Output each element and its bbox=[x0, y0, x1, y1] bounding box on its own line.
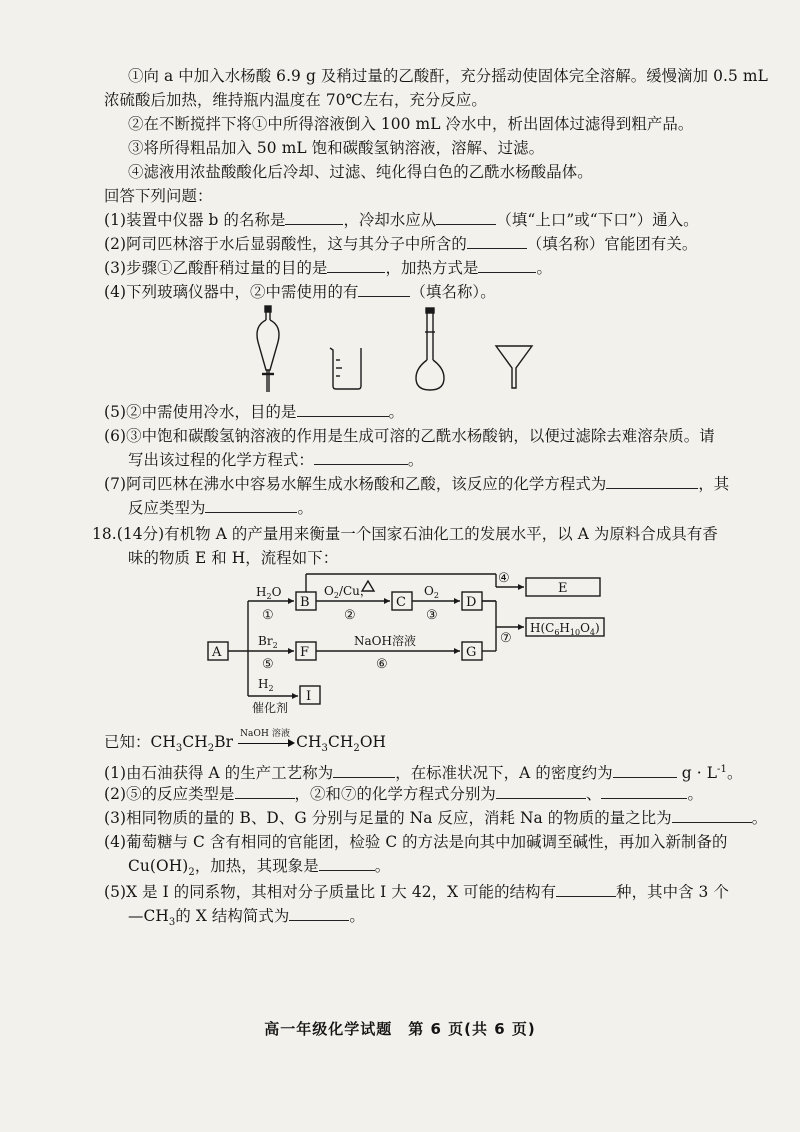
q18-s4-line2b: ，加热，其现象是 bbox=[194, 857, 319, 875]
q17-s7-line1a: (7)阿司匹林在沸水中容易水解生成水杨酸和乙酸，该反应的化学方程式为 bbox=[104, 475, 607, 493]
q18-head-line1: 18.(14分)有机物 A 的产量用来衡量一个国家石油化工的发展水平，以 A 为原料合成具有香 bbox=[92, 525, 718, 543]
label-A: A bbox=[212, 645, 222, 660]
q18-s5-line1a: (5)X 是 I 的同系物，其相对分子质量比 I 大 42，X 可能的结构有 bbox=[104, 883, 557, 901]
label-D: D bbox=[466, 595, 477, 610]
separatory-funnel-icon bbox=[257, 306, 279, 392]
synthesis-flowchart bbox=[196, 566, 616, 716]
reagent-o2: $O_2$ bbox=[424, 584, 439, 600]
answer-blank[interactable] bbox=[297, 402, 389, 417]
q18-s2b: ，②和⑦的化学方程式分别为 bbox=[294, 785, 496, 803]
answer-blank[interactable] bbox=[285, 210, 343, 225]
q18-s5-line2c: 。 bbox=[349, 907, 365, 925]
answer-blank[interactable] bbox=[613, 763, 677, 778]
reagent-br2: $Br_2$ bbox=[258, 634, 278, 650]
q18-s1b: ，在标准状况下，A 的密度约为 bbox=[395, 764, 613, 783]
step1-line2: 浓硫酸后加热，维持瓶内温度在 70℃左右，充分反应。 bbox=[104, 91, 487, 109]
q17-s7-line1b: ，其 bbox=[698, 475, 730, 493]
step1-line1: ①向 a 中加入水杨酸 6.9 g 及稍过量的乙酸酐，充分摇动使固体完全溶解。缓慢滴加 0.5 mL bbox=[128, 67, 768, 85]
q17-s1a: (1)装置中仪器 b 的名称是 bbox=[104, 211, 286, 229]
label-E: E bbox=[558, 581, 568, 596]
catalyst-label: 催化剂 bbox=[252, 701, 289, 715]
step3: ③将所得粗品加入 50 mL 饱和碳酸氢钠溶液，溶解、过滤。 bbox=[128, 139, 545, 157]
q17-s5a: (5)②中需使用冷水，目的是 bbox=[104, 403, 297, 421]
answer-blank[interactable] bbox=[358, 282, 410, 297]
step2: ②在不断搅拌下将①中所得溶液倒入 100 mL 冷水中，析出固体过滤得到粗产品。 bbox=[128, 115, 694, 133]
q18-sub2 bbox=[104, 784, 703, 804]
label-F: F bbox=[300, 645, 310, 660]
q17-sub7-line2 bbox=[128, 498, 313, 518]
q17-s4b: （填名称）。 bbox=[410, 283, 496, 301]
label-B: B bbox=[300, 595, 310, 610]
q17-s3b: ，加热方式是 bbox=[385, 259, 479, 277]
q18-sub3 bbox=[104, 808, 767, 828]
q18-s5-line2a: —CH bbox=[128, 907, 169, 925]
q17-s3a: (3)步骤①乙酸酐稍过量的目的是 bbox=[104, 259, 328, 277]
q18-s3a: (3)相同物质的量的 B、D、G 分别与足量的 Na 反应，消耗 Na 的物质的量之比为 bbox=[104, 809, 672, 827]
q17-s1c: （填“上口”或“下口”）通入。 bbox=[496, 211, 699, 229]
reagent-naoh: NaOH溶液 bbox=[354, 634, 416, 648]
step-1-num: ① bbox=[262, 608, 274, 623]
volumetric-flask-icon bbox=[416, 308, 444, 390]
q18-head-line2: 味的物质 E 和 H，流程如下： bbox=[128, 549, 339, 567]
arrow-reagent: NaOH 溶液 bbox=[240, 729, 291, 739]
q18-s1e: 。 bbox=[727, 764, 743, 783]
q17-s4a: (4)下列玻璃仪器中，②中需使用的有 bbox=[104, 283, 359, 301]
q18-s5-line1b: 种，其中含 3 个 bbox=[616, 883, 729, 901]
step-4-num: ④ bbox=[498, 571, 510, 586]
answer-blank[interactable] bbox=[327, 258, 385, 273]
label-I: I bbox=[306, 689, 312, 704]
answer-blank[interactable] bbox=[436, 210, 496, 225]
q18-s1d: -1 bbox=[717, 764, 727, 775]
label-C: C bbox=[396, 595, 406, 610]
q17-s7-line2b: 。 bbox=[297, 499, 313, 517]
q18-sub1 bbox=[104, 760, 743, 783]
step-5-num: ⑤ bbox=[262, 657, 274, 672]
step-3-num: ③ bbox=[426, 608, 438, 623]
q18-sub5-line1 bbox=[104, 882, 729, 902]
reagent-o2-cu: $O_2/Cu$， bbox=[324, 584, 372, 600]
step-2-num: ② bbox=[344, 608, 356, 623]
answer-blank[interactable] bbox=[205, 498, 297, 513]
q17-sub2 bbox=[104, 234, 697, 254]
q17-sub3 bbox=[104, 258, 552, 278]
answer-blank[interactable] bbox=[319, 856, 375, 871]
answer-blank[interactable] bbox=[606, 474, 698, 489]
answer-blank[interactable] bbox=[556, 882, 616, 897]
q18-s4-line2c: 。 bbox=[374, 857, 391, 875]
answer-blank[interactable] bbox=[672, 808, 752, 823]
answer-blank[interactable] bbox=[235, 784, 295, 799]
q17-s3c: 。 bbox=[536, 259, 552, 277]
q18-sub4-line2: $Cu(OH)_2$，加热，其现象是 。 bbox=[128, 857, 391, 879]
known-prefix: 已知：CH bbox=[104, 733, 176, 751]
q17-sub7-line1 bbox=[104, 474, 729, 494]
answer-blank[interactable] bbox=[333, 763, 395, 778]
answer-intro: 回答下列问题： bbox=[104, 187, 213, 205]
q18-s1c: g · L bbox=[681, 764, 718, 783]
q17-sub1 bbox=[104, 210, 699, 230]
q17-s2b: （填名称）官能团有关。 bbox=[526, 235, 698, 253]
answer-blank[interactable] bbox=[601, 784, 687, 799]
q18-sub5-line2: $—CH_3$的 X 结构简式为 。 bbox=[128, 907, 365, 929]
step4: ④滤液用浓盐酸酸化后冷却、过滤、纯化得白色的乙酰水杨酸晶体。 bbox=[128, 163, 593, 181]
q18-s2d: 。 bbox=[687, 785, 703, 803]
answer-blank[interactable] bbox=[496, 784, 586, 799]
reagent-h2: $H_2$ bbox=[258, 677, 274, 693]
q17-s1b: ，冷却水应从 bbox=[343, 211, 437, 229]
step-7-num: ⑦ bbox=[500, 631, 512, 646]
q17-sub6-line1: (6)③中饱和碳酸氢钠溶液的作用是生成可溶的乙酰水杨酸钠，以便过滤除去难溶杂质。请 bbox=[104, 427, 715, 445]
q17-s6-line2a: 写出该过程的化学方程式： bbox=[128, 451, 314, 469]
q18-s2c: 、 bbox=[585, 785, 602, 803]
q18-s4-line2a: Cu(OH) bbox=[128, 857, 189, 875]
known-reaction: 已知：$CH_3CH_2Br$ NaOH 溶液 $CH_3CH_2OH$ bbox=[104, 732, 386, 759]
answer-blank[interactable] bbox=[289, 906, 349, 921]
q17-sub4 bbox=[104, 282, 496, 302]
reagent-h2o: $H_2O$ bbox=[256, 585, 282, 601]
q17-s6-line2b: 。 bbox=[407, 451, 424, 469]
beaker-icon bbox=[330, 348, 361, 389]
q18-s1a: (1)由石油获得 A 的生产工艺称为 bbox=[104, 764, 334, 783]
q17-sub5 bbox=[104, 402, 404, 422]
q17-sub6-line2 bbox=[128, 450, 423, 470]
answer-blank[interactable] bbox=[467, 234, 527, 249]
label-G: G bbox=[466, 645, 477, 660]
q18-s3b: 。 bbox=[751, 809, 768, 827]
q17-s5b: 。 bbox=[388, 403, 404, 421]
page-footer: 高一年级化学试题 第 6 页(共 6 页) bbox=[264, 1020, 536, 1038]
q18-s5-line2b: 的 X 结构简式为 bbox=[175, 907, 290, 925]
reaction-arrow bbox=[238, 729, 296, 750]
q18-sub4-line1: (4)葡萄糖与 C 含有相同的官能团，检验 C 的方法是向其中加碱调至碱性，再加入新制备的 bbox=[104, 833, 728, 851]
q17-s2a: (2)阿司匹林溶于水后显弱酸性，这与其分子中所含的 bbox=[104, 235, 467, 253]
answer-blank[interactable] bbox=[314, 450, 408, 465]
q18-s2a: (2)⑤的反应类型是 bbox=[104, 785, 235, 803]
q17-s7-line2a: 反应类型为 bbox=[128, 499, 206, 517]
label-H: $H(C_6H_{10}O_4)$ bbox=[530, 621, 600, 637]
glassware-figure bbox=[240, 304, 570, 400]
step-6-num: ⑥ bbox=[376, 657, 388, 672]
answer-blank[interactable] bbox=[478, 258, 536, 273]
funnel-icon bbox=[496, 346, 532, 388]
